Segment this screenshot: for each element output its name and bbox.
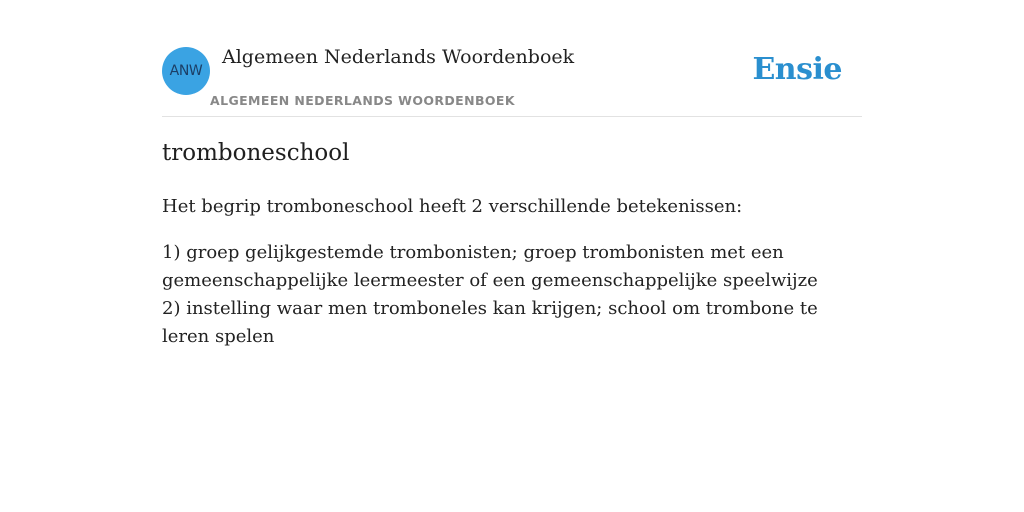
source-title[interactable]: Algemeen Nederlands Woordenboek (222, 46, 575, 68)
source-subtitle: ALGEMEEN NEDERLANDS WOORDENBOEK (210, 93, 515, 108)
meanings-list (162, 239, 842, 351)
entry-word-title: tromboneschool (162, 140, 350, 166)
meaning-item: 1) groep gelijkgestemde trombonisten; groep trombonisten met een gemeenschappelijke leermeester of een gemeenschappelijke speelwijze (162, 242, 818, 291)
source-header (162, 40, 862, 117)
anw-logo-text: ANW (169, 63, 203, 79)
meaning-item: 2) instelling waar men tromboneles kan krijgen; school om trombone te leren spelen (162, 298, 818, 347)
anw-logo[interactable] (162, 47, 210, 95)
entry-intro: Het begrip tromboneschool heeft 2 verschillende betekenissen: (162, 196, 743, 217)
ensie-brand-logo[interactable]: Ensie (752, 52, 842, 87)
